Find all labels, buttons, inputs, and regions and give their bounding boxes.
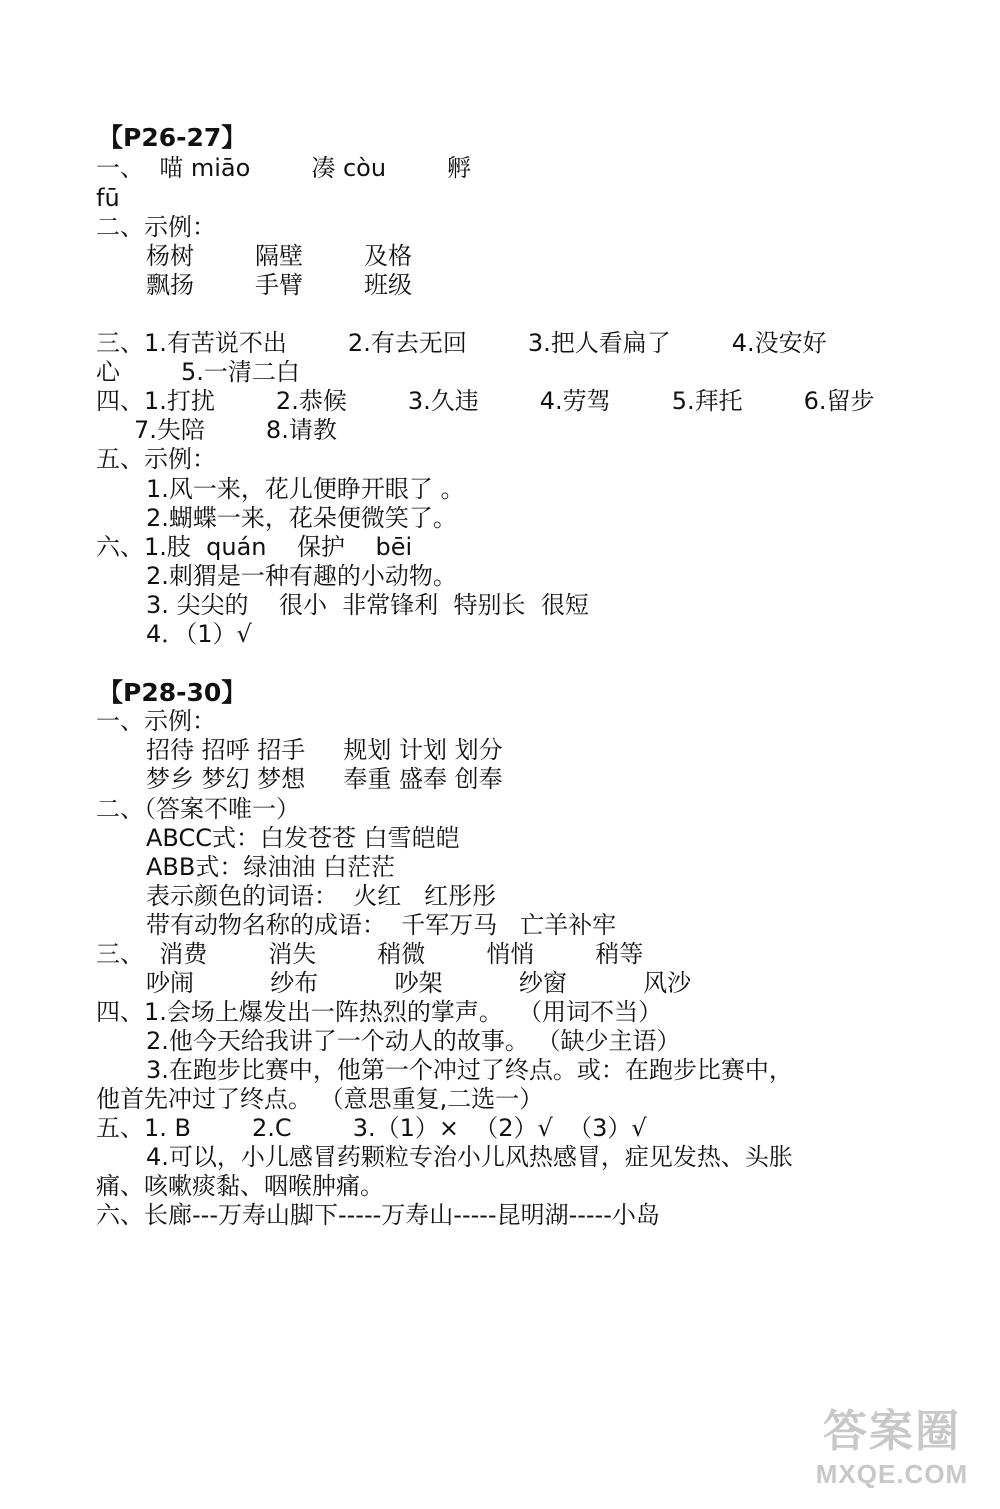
answer-line: 吵闹 纱布 吵架 纱窗 风沙 — [146, 969, 692, 997]
answer-line: ABB式：绿油油 白茫茫 — [146, 853, 395, 881]
answer-line: fū — [96, 184, 120, 212]
answer-line: 带有动物名称的成语： 千军万马 亡羊补牢 — [146, 911, 617, 939]
answer-line: 3. 尖尖的 很小 非常锋利 特别长 很短 — [146, 591, 589, 619]
answer-line: 一、示例： — [96, 707, 216, 735]
answer-line: 表示颜色的词语： 火红 红彤彤 — [146, 882, 497, 910]
answer-line: 杨树 隔壁 及格 — [146, 242, 413, 270]
answer-line: 他首先冲过了终点。 （意思重复,二选一） — [96, 1085, 544, 1113]
answer-line: 一、 喵 miāo 凑 còu 孵 — [96, 154, 472, 182]
watermark-logo — [802, 1405, 982, 1501]
answer-line: 六、1.肢 quán 保护 bēi — [96, 533, 413, 561]
answer-line: 二、（答案不唯一） — [96, 795, 300, 823]
answer-line: 2.刺猬是一种有趣的小动物。 — [146, 562, 457, 590]
answer-line: ABCC式：白发苍苍 白雪皑皑 — [146, 824, 460, 852]
answer-line: 1.风一来，花儿便睁开眼了 。 — [146, 475, 465, 503]
answer-line: 心 5.一清二白 — [96, 358, 300, 386]
answer-line: 4.可以，小儿感冒药颗粒专治小儿风热感冒，症见发热、头胀 — [146, 1143, 793, 1171]
answer-line: 7.失陪 8.请教 — [134, 416, 337, 444]
answer-line: 四、1.打扰 2.恭候 3.久违 4.劳驾 5.拜托 6.留步 — [96, 387, 875, 415]
answer-line: 招待 招呼 招手 规划 计划 划分 — [146, 736, 503, 764]
answer-line: 六、长廊---万寿山脚下-----万寿山-----昆明湖-----小岛 — [96, 1201, 660, 1229]
answer-line: 四、1.会场上爆发出一阵热烈的掌声。 （用词不当） — [96, 998, 663, 1026]
watermark-url: MXQE.COM — [815, 1459, 969, 1489]
watermark-cn: 答案圈 — [823, 1406, 961, 1457]
section-header-p26-27: 【P26-27】 — [98, 123, 247, 152]
answer-line: 3.在跑步比赛中，他第一个冲过了终点。或：在跑步比赛中， — [146, 1056, 793, 1084]
answer-line: 飘扬 手臂 班级 — [146, 271, 413, 299]
answer-line: 2.蝴蝶一来，花朵便微笑了。 — [146, 504, 457, 532]
answer-line: 痛、咳嗽痰黏、咽喉肿痛。 — [96, 1172, 384, 1200]
answer-line: 三、1.有苦说不出 2.有去无回 3.把人看扁了 4.没安好 — [96, 329, 827, 357]
answer-line: 五、示例： — [96, 445, 216, 473]
answer-line: 三、 消费 消失 稍微 悄悄 稍等 — [96, 940, 644, 968]
answer-line: 2.他今天给我讲了一个动人的故事。 （缺少主语） — [146, 1027, 681, 1055]
section-header-p28-30: 【P28-30】 — [98, 678, 247, 707]
answer-line: 五、1. B 2.C 3.（1）× （2）√ （3）√ — [96, 1114, 647, 1142]
answer-line: 4．（1）√ — [146, 620, 252, 648]
answer-line: 二、示例： — [96, 213, 216, 241]
answer-line: 梦乡 梦幻 梦想 奉重 盛奉 创奉 — [146, 765, 503, 793]
